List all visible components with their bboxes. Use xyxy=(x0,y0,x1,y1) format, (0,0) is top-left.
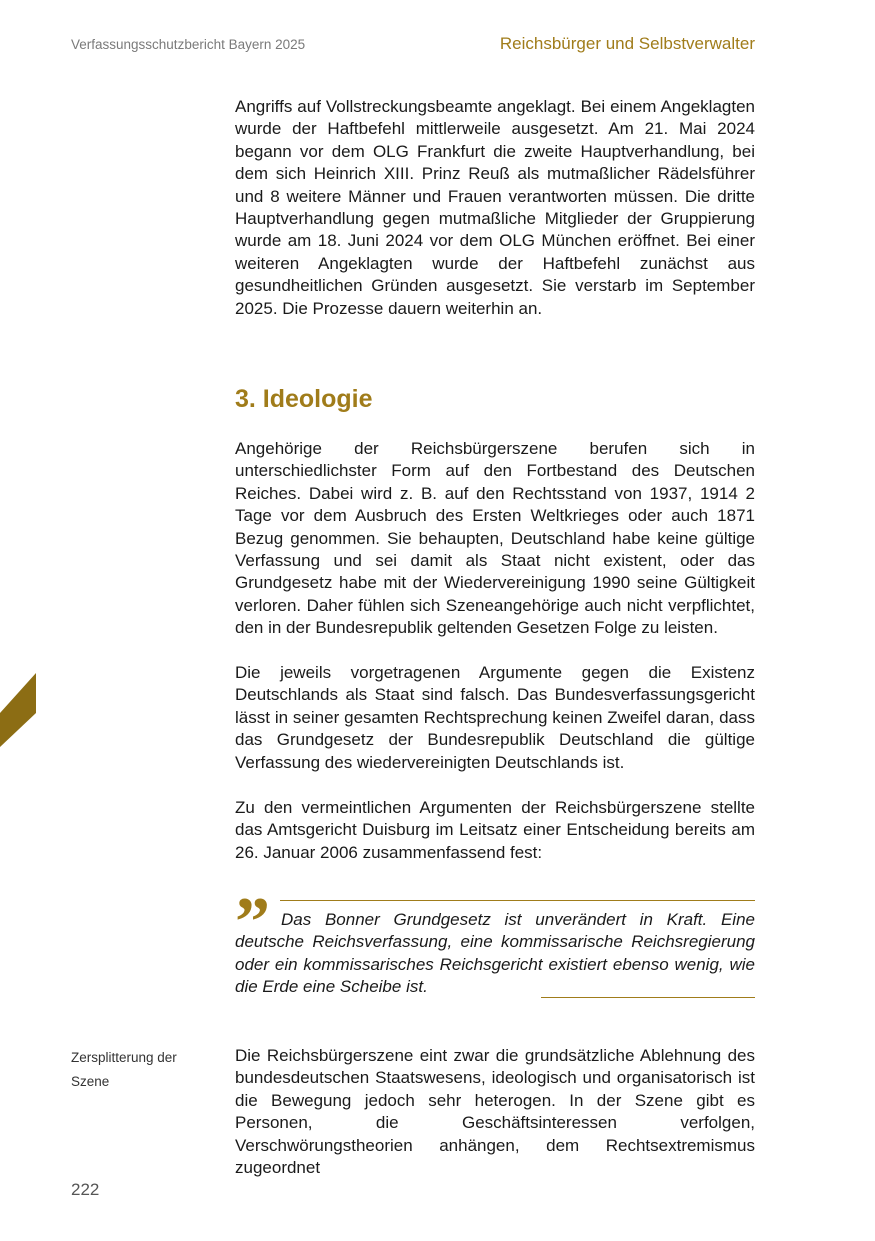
paragraph-ideology-intro: Angehörige der Reichsbürgerszene berufen sich in unterschiedlichster Form auf den Fortbestand des Deutschen Reiches. Dabei wird z. B. auf den Rechtsstand von 1937, 1914 2 Tage vor dem Ausbruch des Ersten Weltkrieges oder auch 1871 Bezug genommen. Sie behaupten, Deutschland habe keine gültige Verfassung und sei damit als Staat nicht existent, oder das Grundgesetz habe mit der Wiedervereinigung 1990 seine Gültigkeit verloren. Daher fühlen sich Szeneangehörige auch nicht verpflichtet, den in der Bundesrepublik geltenden Gesetzen Folge zu leisten. xyxy=(235,439,755,638)
section-heading-ideologie: 3. Ideologie xyxy=(235,385,373,413)
margin-note: Zersplitterung der Szene xyxy=(71,1050,177,1089)
paragraph-arguments-false: Die jeweils vorgetragenen Argumente gegen die Existenz Deutschlands als Staat sind falsch. Das Bundesverfassungsgericht lässt in seiner gesamten Rechtsprechung keinen Zweifel daran, dass das Grundgesetz der Bundesrepublik Deutschland die gültige Verfassung des wiedervereinigten Deutschlands ist. xyxy=(235,663,755,772)
paragraph-court-intro: Zu den vermeintlichen Argumenten der Reichsbürgerszene stellte das Amtsgericht Duisburg im Leitsatz einer Entscheidung bereits am 26. Januar 2006 zusammenfassend fest: xyxy=(235,798,755,862)
running-header-title: Verfassungsschutzbericht Bayern 2025 xyxy=(71,37,306,52)
running-header-chapter: Reichsbürger und Selbstverwalter xyxy=(499,34,755,53)
paragraph-trial-status: Angriffs auf Vollstreckungsbeamte angeklagt. Bei einem Angeklagten wurde der Haftbefehl mittlerweile ausgesetzt. Am 21. Mai 2024 begann vor dem OLG Frankfurt die zweite Hauptverhandlung, bei dem sich Heinrich XIII. Prinz Reuß als mutmaßlicher Rädelsführer und 8 weitere Männer und Frauen verantworten müssen. Die dritte Hauptverhandlung gegen mutmaßliche Mitglieder der Gruppierung wurde am 18. Juni 2024 vor dem OLG München eröffnet. Bei einer weiteren Angeklagten wurde der Haftbefehl zunächst aus gesundheitlichen Gründen ausgesetzt. Sie verstarb im September 2025. Die Prozesse dauern weiterhin an. xyxy=(235,97,755,318)
chapter-tab-marker xyxy=(0,673,36,747)
quote-text: Das Bonner Grundgesetz ist unverändert in Kraft. Eine deutsche Reichsverfassung, eine kommissarische Reichsregierung oder ein kommissarisches Reichsgericht existiert ebenso wenig, wie die Erde eine Scheibe ist. xyxy=(235,910,755,997)
paragraph-fragmentation: Die Reichsbürgerszene eint zwar die grundsätzliche Ablehnung des bundesdeutschen Staatswesens, ideologisch und organisatorisch ist die Bewegung jedoch sehr heterogen. In der Szene gibt es Personen, die Geschäftsinteressen verfolgen, Verschwörungstheorien anhängen, dem Rechtsextremismus zugeordnet xyxy=(235,1046,755,1178)
page-number: 222 xyxy=(71,1180,100,1199)
quote-bottom-rule xyxy=(541,997,755,998)
quotation-mark-icon: ” xyxy=(235,884,270,961)
blockquote xyxy=(235,884,755,998)
quote-top-rule xyxy=(280,900,755,901)
